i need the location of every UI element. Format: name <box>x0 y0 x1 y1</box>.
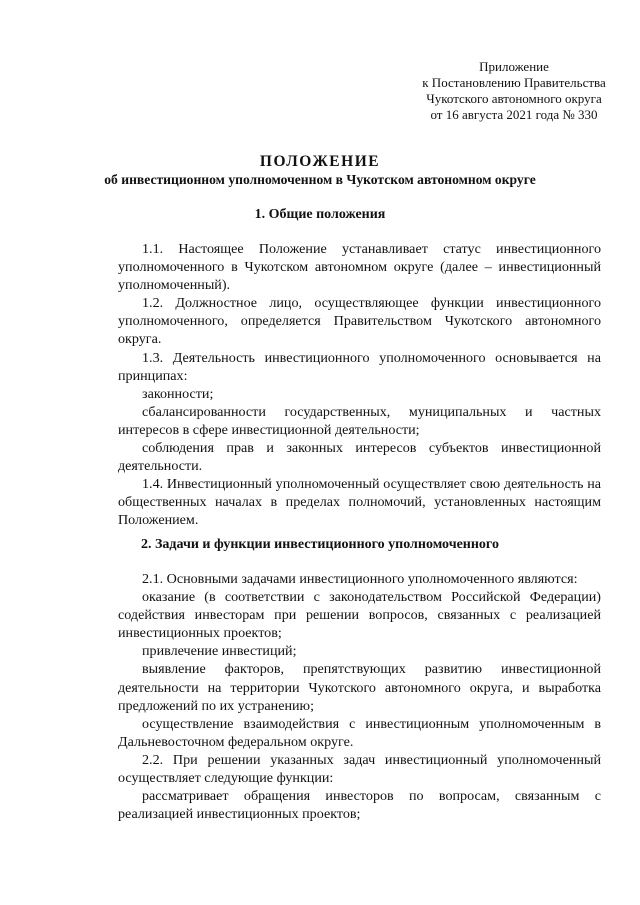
appendix-line-3: Чукотского автономного округа <box>426 91 602 106</box>
paragraph: 2.2. При решении указанных задач инвестиционный уполномоченный осуществляет следующие функции: <box>118 751 601 787</box>
paragraph: оказание (в соответствии с законодательством Российской Федерации) содействия инвесторам при решении вопросов, связанных с реализацией инвестиционных проектов; <box>118 589 601 642</box>
paragraph: сбалансированности государственных, муниципальных и частных интересов в сфере инвестиционной деятельности; <box>118 403 601 438</box>
paragraph: привлечение инвестиций; <box>142 643 297 660</box>
document-title: ПОЛОЖЕНИЕ <box>259 153 381 170</box>
paragraph: 2.1. Основными задачами инвестиционного уполномоченного являются: <box>142 571 578 587</box>
paragraph: рассматривает обращения инвесторов по вопросам, связанным с реализацией инвестиционных проектов; <box>118 788 601 823</box>
paragraph: законности; <box>142 385 214 402</box>
paragraph: 1.2. Должностное лицо, осуществляющее функции инвестиционного уполномоченного, определяется Правительством Чукотского автономного округа. <box>118 295 601 348</box>
paragraph: 1.4. Инвестиционный уполномоченный осуществляет свою деятельность на общественных началах в пределах полномочий, установленных настоящим Положением. <box>118 476 601 529</box>
paragraph: выявление факторов, препятствующих развитию инвестиционной деятельности на территории Чукотского автономного округа, и выработка предложений по их устранению; <box>118 661 601 714</box>
section-1-body <box>118 240 601 530</box>
paragraph: соблюдения прав и законных интересов субъектов инвестиционной деятельности. <box>118 440 601 475</box>
document-subtitle: об инвестиционном уполномоченном в Чукотском автономном округе <box>104 172 536 187</box>
paragraph: 1.3. Деятельность инвестиционного уполномоченного основывается на принципах: <box>118 349 601 384</box>
appendix-line-1: Приложение <box>479 59 549 74</box>
paragraph: осуществление взаимодействия с инвестиционным уполномоченным в Дальневосточном федеральном округе. <box>118 715 601 750</box>
appendix-block <box>396 59 632 123</box>
section-1-heading: 1. Общие положения <box>254 207 386 222</box>
section-2-body <box>118 570 601 823</box>
appendix-line-2: к Постановлению Правительства <box>422 75 606 90</box>
section-2-heading: 2. Задачи и функции инвестиционного уполномоченного <box>141 537 499 552</box>
paragraph: 1.1. Настоящее Положение устанавливает статус инвестиционного уполномоченного в Чукотском автономном округе (далее – инвестиционный уполномоченный). <box>118 241 601 294</box>
appendix-line-4: от 16 августа 2021 года № 330 <box>430 107 598 122</box>
